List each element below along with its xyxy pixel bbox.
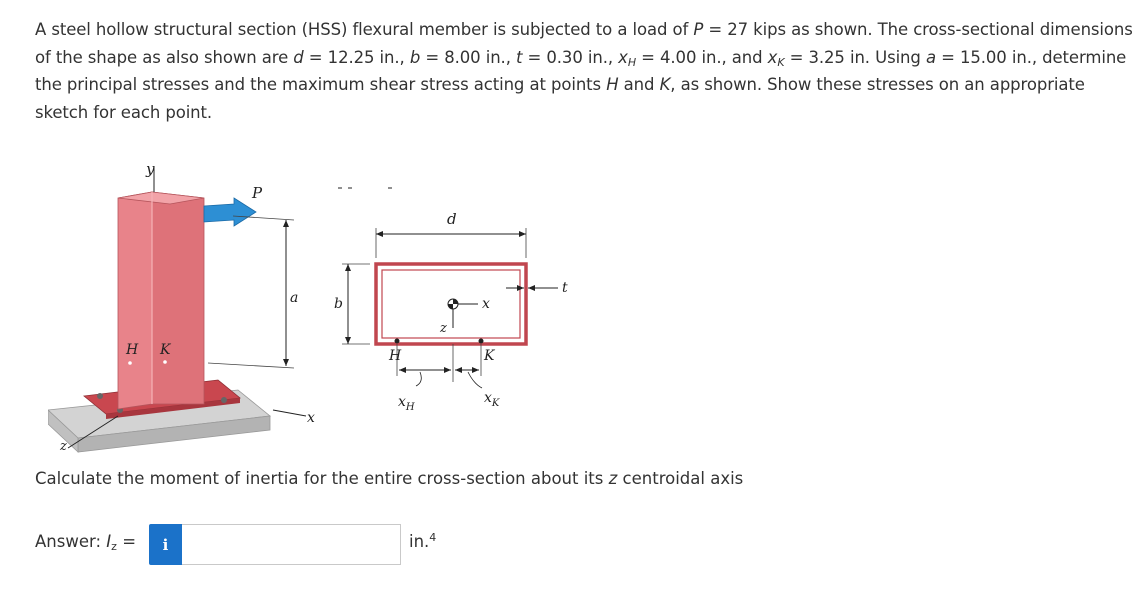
load-p-label: P — [252, 184, 263, 202]
point-k-section-label: K — [484, 348, 495, 364]
problem-statement: A steel hollow structural section (HSS) flexural member is subjected to a load of P = 27 kips as shown. The cross-sectional dimensions of the shape as also shown are d = 12.25 in., b = 8.00 in., t = 0.30 in., $x_H = 4.00$ in., and $x_K = 3.25$ in. Using a = 15.00 in., determine the principal stresses and the maximum shear stress acting at points H and K, as shown. Show these stresses on an appropriate sketch for each point. — [35, 20, 1133, 122]
point-k-member-label: K — [160, 342, 171, 358]
dim-d-label: d — [447, 210, 457, 228]
dim-t-label: t — [562, 280, 568, 296]
load-arrow — [204, 198, 256, 226]
dim-a-label: a — [290, 290, 299, 306]
answer-label: Answer: $I_z$ = — [35, 532, 137, 553]
dim-xk-label: $x_K$ — [484, 390, 500, 409]
dim-b-label: b — [334, 296, 343, 312]
hss-member-figure — [48, 158, 628, 458]
answer-units: in.$^4$ — [409, 531, 437, 551]
question-prompt: Calculate the moment of inertia for the entire cross-section about its z centroidal axis — [35, 469, 744, 488]
hss-member — [118, 192, 204, 409]
dim-xh-label: $x_H$ — [398, 394, 415, 413]
answer-input[interactable] — [182, 524, 401, 565]
y-axis-label: y — [146, 160, 155, 178]
x-axis-label-member: x — [307, 410, 315, 426]
x-axis-label-section: x — [482, 296, 490, 312]
hss-cross-section — [376, 264, 526, 344]
z-axis-label-section: z — [440, 321, 447, 336]
info-icon[interactable]: i — [149, 524, 182, 565]
answer-row — [35, 522, 735, 566]
point-h-section-label: H — [389, 348, 402, 364]
point-h-member-label: H — [126, 342, 139, 358]
z-axis-label-member: z — [60, 439, 67, 454]
